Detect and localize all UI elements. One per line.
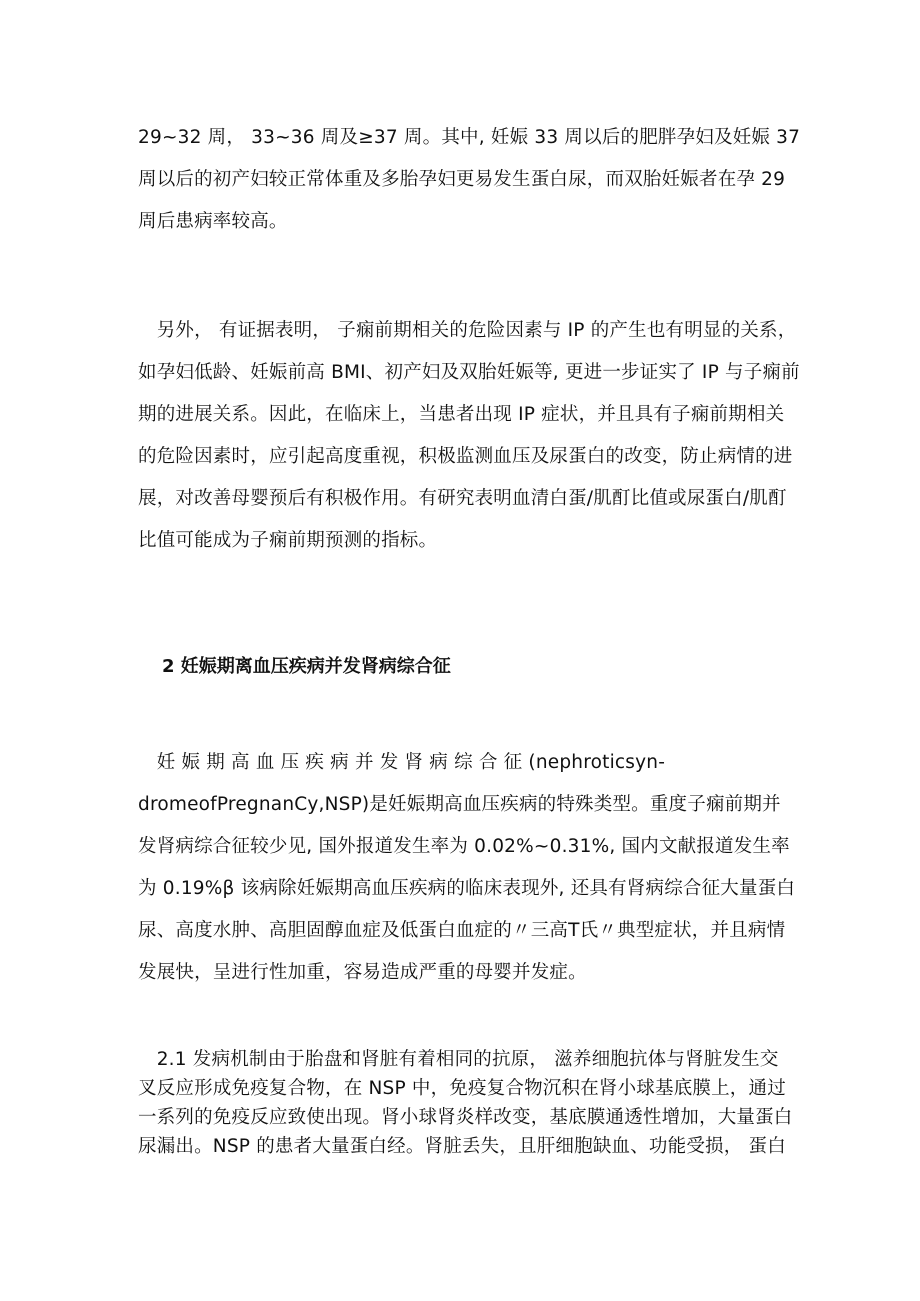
text-line: 周后患病率较高。 xyxy=(138,211,288,232)
text-line: 发展快，呈进行性加重，容易造成严重的母婴并发症。 xyxy=(138,962,587,983)
section-heading: 2 妊娠期离血压疾病并发肾病综合征 xyxy=(162,656,451,677)
text-line: 比值可能成为子痫前期预测的指标。 xyxy=(138,530,438,551)
paragraph-pathogenesis xyxy=(138,1045,793,1161)
text-line: 周以后的初产妇较正常体重及多胎孕妇更易发生蛋白尿，而双胎妊娠者在孕 29 xyxy=(138,169,786,190)
text-line: 为 0.19%β 该病除妊娠期高血压疾病的临床表现外, 还具有肾病综合征大量蛋白 xyxy=(138,878,796,899)
paragraph-gestational-weeks xyxy=(138,117,801,243)
text-line: 2.1 发病机制由于胎盘和肾脏有着相同的抗原， 滋养细胞抗体与肾脏发生交 xyxy=(138,1049,779,1070)
text-line: 一系列的免疫反应致使出现。肾小球肾炎样改变，基底膜通透性增加，大量蛋白 xyxy=(138,1107,793,1128)
paragraph-risk-factors xyxy=(138,310,800,562)
text-line: 展，对改善母婴预后有积极作用。有研究表明血清白蛋/肌酊比值或尿蛋白/肌酊 xyxy=(138,488,787,509)
text-line: 尿、高度水肿、高胆固醇血症及低蛋白血症的〃三高T氏〃典型症状，并且病情 xyxy=(138,920,786,941)
text-line: 如孕妇低龄、妊娠前高 BMI、初产妇及双胎妊娠等, 更进一步证实了 IP 与子痫前 xyxy=(138,362,800,383)
text-line: dromeofPregnanCy,NSP)是妊娠期高血压疾病的特殊类型。重度子痫前期并 xyxy=(138,794,781,815)
text-line: 另外， 有证据表明， 子痫前期相关的危险因素与 IP 的产生也有明显的关系， xyxy=(138,320,797,341)
text-line: 期的进展关系。因此，在临床上，当患者出现 IP 症状，并且具有子痫前期相关 xyxy=(138,404,785,425)
text-line: 的危险因素时，应引起高度重视，积极监测血压及尿蛋白的改变，防止病情的进 xyxy=(138,446,793,467)
text-line: 尿漏出。NSP 的患者大量蛋白经。肾脏丢失，且肝细胞缺血、功能受损， 蛋白 xyxy=(138,1136,786,1157)
paragraph-nsp-definition xyxy=(138,742,796,994)
text-line: 29~32 周， 33~36 周及≥37 周。其中, 妊娠 33 周以后的肥胖孕妇及妊娠 37 xyxy=(138,127,801,148)
text-line: 妊 娠 期 高 血 压 疾 病 并 发 肾 病 综 合 征 (nephroticsyn- xyxy=(138,752,666,773)
text-line: 发肾病综合征较少见, 国外报道发生率为 0.02%~0.31%, 国内文献报道发生率 xyxy=(138,836,790,857)
text-line: 叉反应形成免疫复合物，在 NSP 中，免疫复合物沉积在肾小球基底膜上，通过 xyxy=(138,1078,786,1099)
